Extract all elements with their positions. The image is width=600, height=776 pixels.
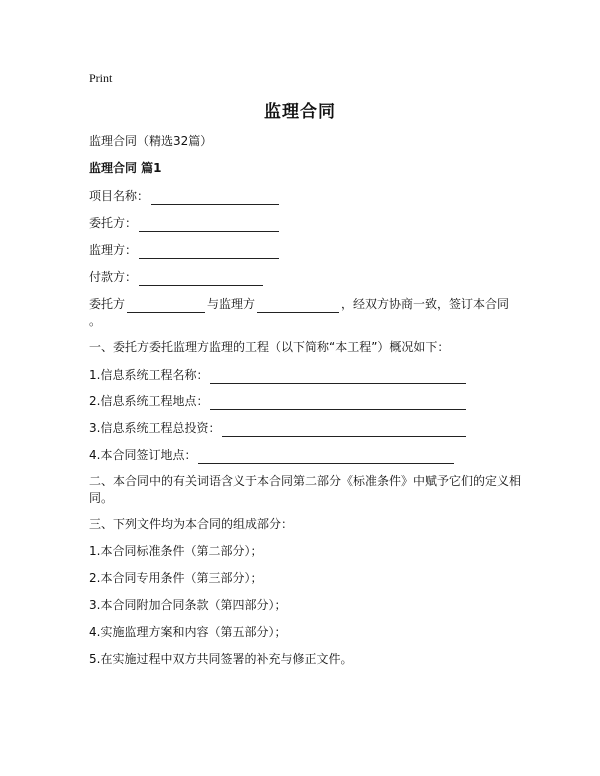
project-field-name	[89, 366, 466, 384]
blank-line	[151, 192, 279, 205]
blank-line	[139, 246, 279, 259]
document-title: 监理合同	[264, 102, 336, 122]
document-subtitle: 监理合同（精选32篇）	[89, 134, 213, 148]
project-field-investment	[89, 419, 466, 437]
field-label: 1.信息系统工程名称：	[89, 368, 209, 382]
project-field-location	[89, 392, 466, 410]
field-label: 4.本合同签订地点：	[89, 448, 197, 462]
blank-line	[198, 451, 454, 464]
party-line-end: 。	[89, 314, 102, 328]
field-label: 付款方：	[89, 270, 138, 284]
clause-3: 三、下列文件均为本合同的组成部分：	[89, 517, 294, 531]
field-payer	[89, 268, 263, 286]
section-heading: 监理合同 篇1	[89, 161, 162, 175]
party-line	[89, 295, 509, 313]
party-text: 与监理方	[207, 297, 256, 311]
clause-1: 一、委托方委托监理方监理的工程（以下简称“本工程”）概况如下：	[89, 340, 450, 354]
clause-2-line-1: 二、本合同中的有关词语含义于本合同第二部分《标准条件》中赋予它们的定义相	[89, 474, 522, 488]
blank-line	[127, 300, 205, 313]
document-item-4: 4.实施监理方案和内容（第五部分）；	[89, 625, 287, 639]
document-item-2: 2.本合同专用条件（第三部分）；	[89, 571, 263, 585]
clause-2-line-2: 同。	[89, 491, 114, 505]
blank-line	[222, 424, 466, 437]
document-item-5: 5.在实施过程中双方共同签署的补充与修正文件。	[89, 652, 353, 666]
field-label: 2.信息系统工程地点：	[89, 394, 209, 408]
blank-line	[257, 300, 339, 313]
field-project-name	[89, 187, 279, 205]
party-text: 委托方	[89, 297, 126, 311]
field-label: 监理方：	[89, 243, 138, 257]
print-link[interactable]: Print	[89, 71, 113, 85]
document-item-3: 3.本合同附加合同条款（第四部分）；	[89, 598, 287, 612]
field-label: 项目名称：	[89, 189, 150, 203]
blank-line	[210, 397, 466, 410]
field-label: 委托方：	[89, 216, 138, 230]
project-field-signing-place	[89, 446, 454, 464]
party-text: ，经双方协商一致，签订本合同	[341, 297, 510, 311]
field-client	[89, 214, 279, 232]
field-label: 3.信息系统工程总投资：	[89, 421, 221, 435]
blank-line	[210, 371, 466, 384]
field-supervisor	[89, 241, 279, 259]
blank-line	[139, 219, 279, 232]
document-item-1: 1.本合同标准条件（第二部分）；	[89, 544, 263, 558]
blank-line	[139, 273, 263, 286]
